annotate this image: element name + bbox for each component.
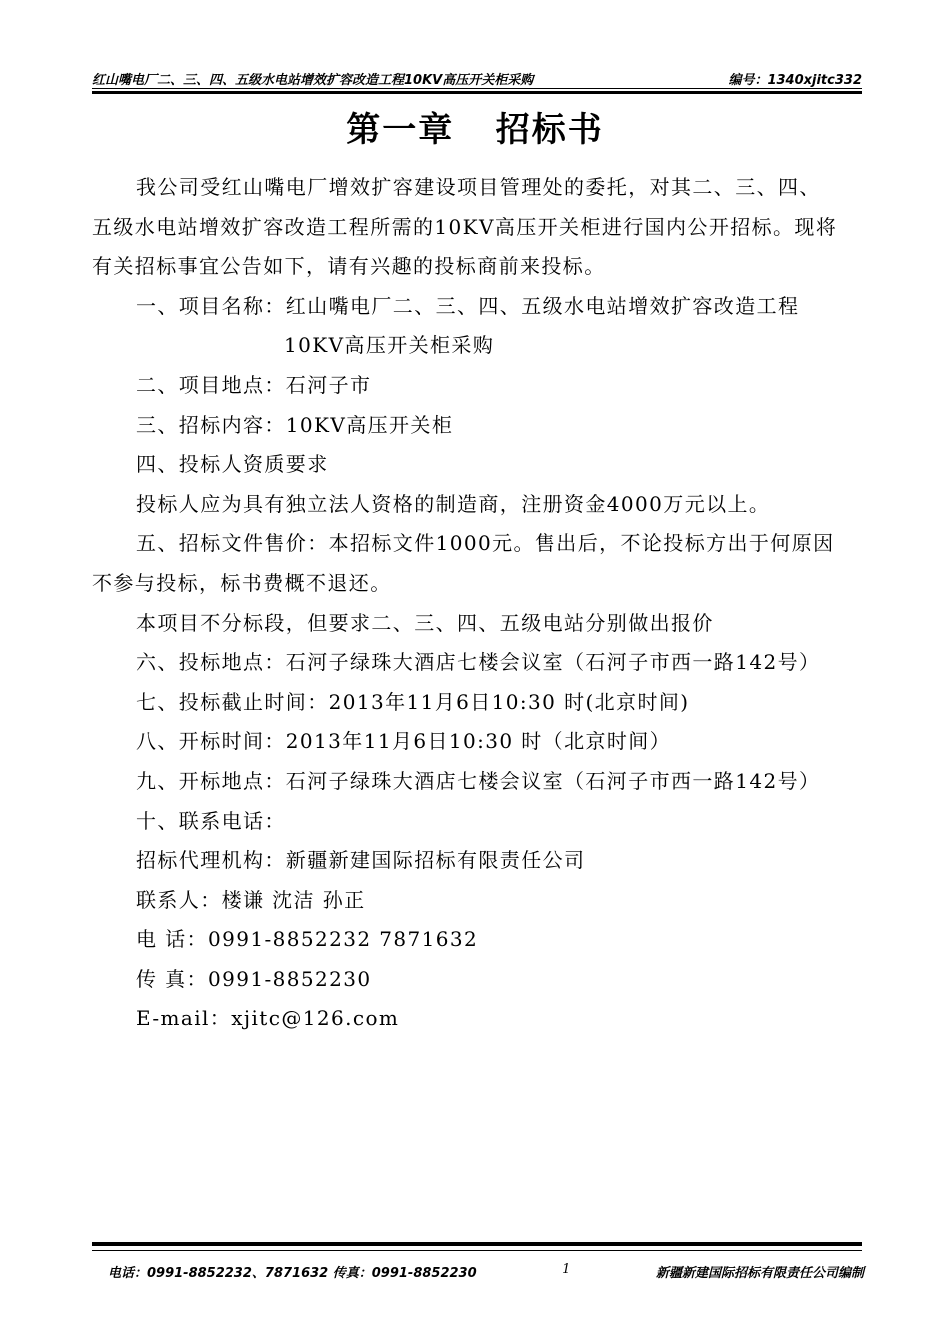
item-project-name: 一、项目名称：红山嘴电厂二、三、四、五级水电站增效扩容改造工程 [136, 293, 800, 318]
intro-line-1: 我公司受红山嘴电厂增效扩容建设项目管理处的委托，对其二、三、四、 [136, 175, 821, 199]
header-rule-thick [92, 91, 862, 94]
item-bidder-qualification: 四、投标人资质要求 [136, 452, 329, 477]
footer-rule-thick [92, 1242, 862, 1246]
footer-contact: 电话：0991-8852232、7871632 传真：0991-8852230 [108, 1266, 477, 1281]
item-bid-location: 六、投标地点：石河子绿珠大酒店七楼会议室（石河子市西一路142号） [136, 650, 821, 675]
item-bid-opening-location: 九、开标地点：石河子绿珠大酒店七楼会议室（石河子市西一路142号） [136, 768, 821, 793]
item-bidder-qualification-detail: 投标人应为具有独立法人资格的制造商，注册资金4000万元以上。 [136, 491, 771, 516]
item-bid-opening-time: 八、开标时间：2013年11月6日10:30 时（北京时间） [136, 729, 672, 754]
item-contact-phone: 十、联系电话： [136, 808, 286, 833]
contact-agency: 招标代理机构：新疆新建国际招标有限责任公司 [136, 848, 586, 873]
intro-line-2: 五级水电站增效扩容改造工程所需的10KV高压开关柜进行国内公开招标。现将 [92, 214, 838, 239]
header-project-title: 红山嘴电厂二、三、四、五级水电站增效扩容改造工程10KV高压开关柜采购 [92, 73, 534, 88]
item-tender-content: 三、招标内容：10KV高压开关柜 [136, 412, 454, 437]
item-document-price-continued: 不参与投标，标书费概不退还。 [92, 570, 392, 595]
header-document-number: 编号：1340xjitc332 [728, 73, 862, 88]
contact-email: E-mail：xjitc@126.com [136, 1006, 400, 1031]
item-project-name-continued: 10KV高压开关柜采购 [284, 333, 495, 358]
intro-line-3: 有关招标事宜公告如下，请有兴趣的投标商前来投标。 [92, 254, 606, 279]
header-rule-thin [92, 88, 862, 89]
item-project-location: 二、项目地点：石河子市 [136, 372, 372, 397]
contact-persons: 联系人：楼谦 沈洁 孙正 [136, 887, 366, 912]
page-header [92, 64, 862, 88]
contact-fax: 传 真：0991-8852230 [136, 966, 372, 991]
item-bid-deadline: 七、投标截止时间：2013年11月6日10:30 时(北京时间) [136, 689, 690, 714]
footer-compiler: 新疆新建国际招标有限责任公司编制 [655, 1266, 864, 1281]
chapter-title: 第一章 招标书 [346, 110, 604, 150]
contact-telephone: 电 话：0991-8852232 7871632 [136, 927, 479, 952]
document-body [92, 168, 862, 1039]
item-document-price: 五、招标文件售价：本招标文件1000元。售出后，不论投标方出于何原因 [136, 531, 835, 556]
note-lots: 本项目不分标段，但要求二、三、四、五级电站分别做出报价 [136, 610, 714, 635]
footer-rule-thin [92, 1250, 862, 1251]
page-footer [108, 1262, 864, 1281]
footer-page-number: 1 [562, 1262, 571, 1277]
